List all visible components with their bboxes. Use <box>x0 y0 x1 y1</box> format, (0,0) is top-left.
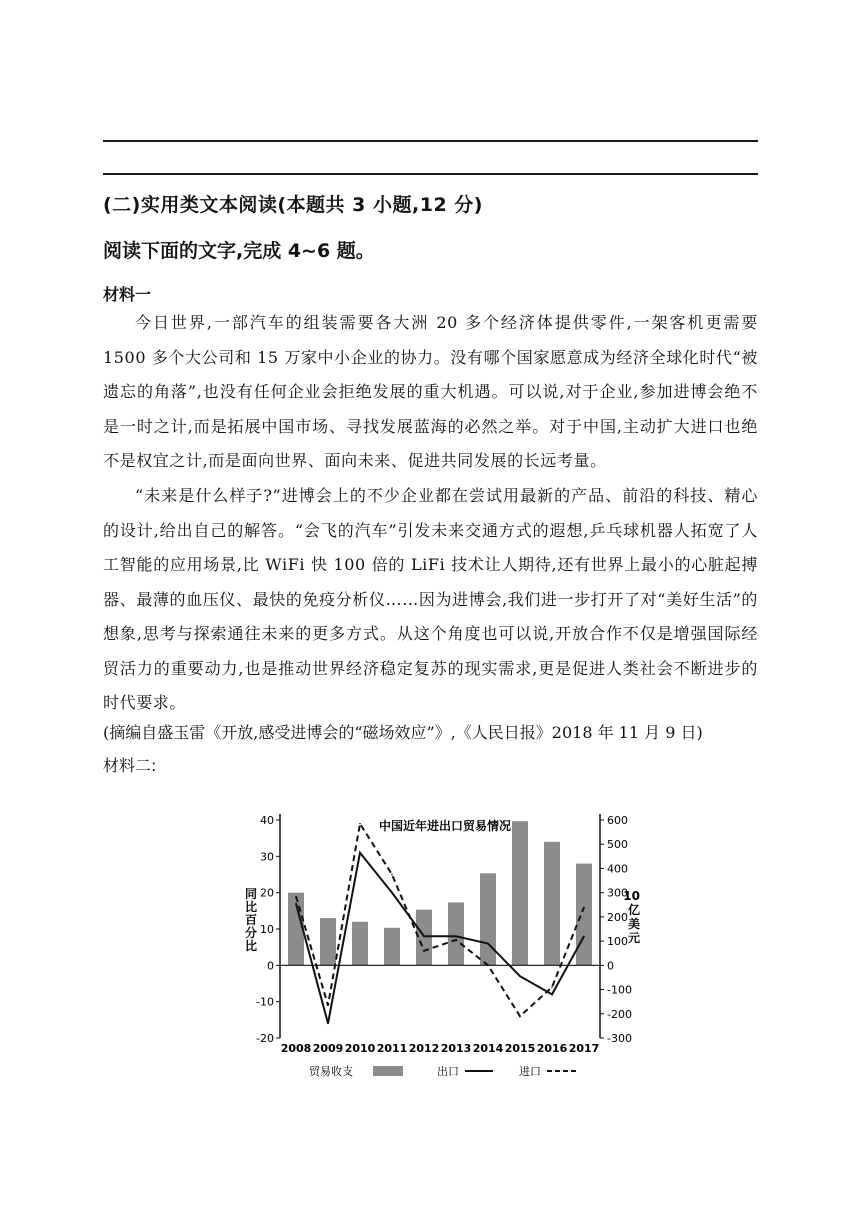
point-进口-2009 <box>327 1005 329 1007</box>
x-tick-label: 2013 <box>440 1042 472 1055</box>
left-axis-label-char: 同 <box>244 887 258 901</box>
bar-2009 <box>320 918 336 965</box>
bar-2015 <box>512 821 528 965</box>
chart-legend <box>309 1064 577 1078</box>
lines-layer <box>295 823 585 1024</box>
section-title: (二)实用类文本阅读(本题共 3 小题,12 分) <box>103 194 483 216</box>
point-出口-2013 <box>455 935 457 937</box>
paragraph-1: 今日世界,一部汽车的组装需要各大洲 20 多个经济体提供零件,一架客机更需要 1500 多个大公司和 15 万家中小企业的协力。没有哪个国家愿意成为经济全球化时代“被遗忘的角落”,也没有任何企业会拒绝发展的重大机遇。可以说,对于企业,参加进博会绝不是一时之计,而是拓展中国市场、寻找发展蓝海的必然之举。对于中国,主动扩大进口也绝不是权宜之计,而是面向世界、面向未来、促进共同发展的长远考量。 <box>103 313 758 470</box>
point-进口-2010 <box>359 823 361 825</box>
second-rule <box>103 173 758 175</box>
point-进口-2015 <box>519 1015 521 1017</box>
right-tick-label: 400 <box>607 862 628 876</box>
x-tick-label: 2014 <box>472 1042 504 1055</box>
left-tick-label: 40 <box>260 814 274 827</box>
bar-2016 <box>544 842 560 966</box>
left-tick-label: 10 <box>260 923 274 936</box>
left-axis-label <box>245 887 257 953</box>
material1-label: 材料一 <box>103 285 152 304</box>
x-tick-label: 2017 <box>568 1042 600 1055</box>
instruction-text: 阅读下面的文字,完成 4~6 题。 <box>103 240 375 262</box>
left-tick-label: 20 <box>260 886 274 900</box>
paragraph-2: “未来是什么样子?”进博会上的不少企业都在尝试用最新的产品、前沿的科技、精心的设计,给出自己的解答。“会飞的汽车”引发未来交通方式的遐想,乒乓球机器人拓宽了人工智能的应用场景,比 WiFi 快 100 倍的 LiFi 技术让人期待,还有世界上最小的心脏起搏器、最薄的血压仪、最快的免疫分析仪……因为进博会,我们进一步打开了对“美好生活”的想象,思考与探索通往未来的更多方式。从这个角度也可以说,开放合作不仅是增强国际经贸活力的重要动力,也是推动世界经济稳定复苏的现实需求,更是促进人类社会不断进步的时代要求。 <box>103 486 758 712</box>
right-axis-label-part: 亿 <box>627 903 640 917</box>
right-tick-label: 600 <box>607 814 628 827</box>
top-rule <box>103 140 758 142</box>
legend-swatch-trade-balance <box>373 1066 403 1076</box>
point-进口-2012 <box>423 950 425 952</box>
x-tick-label: 2010 <box>344 1042 376 1055</box>
left-tick-label: 30 <box>260 850 274 864</box>
right-tick-label: 200 <box>607 910 628 924</box>
x-tick-label: 2012 <box>408 1042 440 1055</box>
trade-chart <box>225 800 640 1090</box>
bar-2013 <box>448 902 464 965</box>
point-进口-2017 <box>583 906 585 908</box>
left-axis-label-char: 比 <box>244 939 258 953</box>
point-出口-2011 <box>391 892 393 894</box>
right-tick-label: 500 <box>607 838 628 852</box>
right-axis-label-part: 10 <box>623 889 640 903</box>
point-进口-2008 <box>295 896 297 898</box>
point-进口-2016 <box>551 986 553 988</box>
chart-title: 中国近年进出口贸易情况 <box>378 819 512 833</box>
right-tick-label: -300 <box>607 1032 632 1045</box>
right-axis-label-part: 美 <box>627 917 640 931</box>
legend-label-trade-balance: 贸易收支 <box>309 1065 353 1078</box>
point-进口-2011 <box>391 874 393 876</box>
bar-2017 <box>576 864 592 966</box>
source-citation: (摘编自盛玉雷《开放,感受进博会的“磁场效应”》,《人民日报》2018 年 11 月 9 日) <box>103 723 703 742</box>
x-tick-label: 2015 <box>504 1042 536 1055</box>
bar-2010 <box>352 922 368 966</box>
right-tick-label: -100 <box>607 983 632 997</box>
point-出口-2016 <box>551 994 553 996</box>
point-出口-2014 <box>487 943 489 945</box>
left-axis-label-char: 分 <box>244 926 258 940</box>
left-tick-label: -10 <box>256 995 274 1009</box>
point-出口-2010 <box>359 852 361 854</box>
right-tick-label: 300 <box>607 886 628 900</box>
left-tick-label: -20 <box>256 1032 274 1045</box>
bar-2014 <box>480 873 496 965</box>
left-tick-label: 0 <box>267 959 274 973</box>
legend-label-import: 进口 <box>519 1065 541 1078</box>
point-出口-2017 <box>583 935 585 937</box>
left-axis-label-char: 百 <box>244 913 258 927</box>
right-axis-label-part: 元 <box>627 931 640 945</box>
right-tick-label: 0 <box>607 959 614 973</box>
x-tick-label: 2011 <box>376 1042 408 1055</box>
right-tick-label: 100 <box>607 935 628 949</box>
x-tick-label: 2009 <box>312 1042 344 1055</box>
material2-label: 材料二: <box>103 756 157 775</box>
point-出口-2009 <box>327 1023 329 1025</box>
point-进口-2014 <box>487 965 489 967</box>
point-出口-2008 <box>295 903 297 905</box>
point-出口-2012 <box>423 935 425 937</box>
left-axis-label-char: 比 <box>244 900 258 914</box>
bar-2012 <box>416 910 432 966</box>
x-tick-label: 2016 <box>536 1042 568 1055</box>
axes-layer <box>256 814 632 1055</box>
bars-layer <box>288 821 592 965</box>
point-出口-2015 <box>519 975 521 977</box>
right-tick-label: -200 <box>607 1007 632 1021</box>
point-进口-2013 <box>455 939 457 941</box>
bar-2011 <box>384 928 400 966</box>
legend-label-export: 出口 <box>437 1065 459 1078</box>
x-tick-label: 2008 <box>280 1042 312 1055</box>
